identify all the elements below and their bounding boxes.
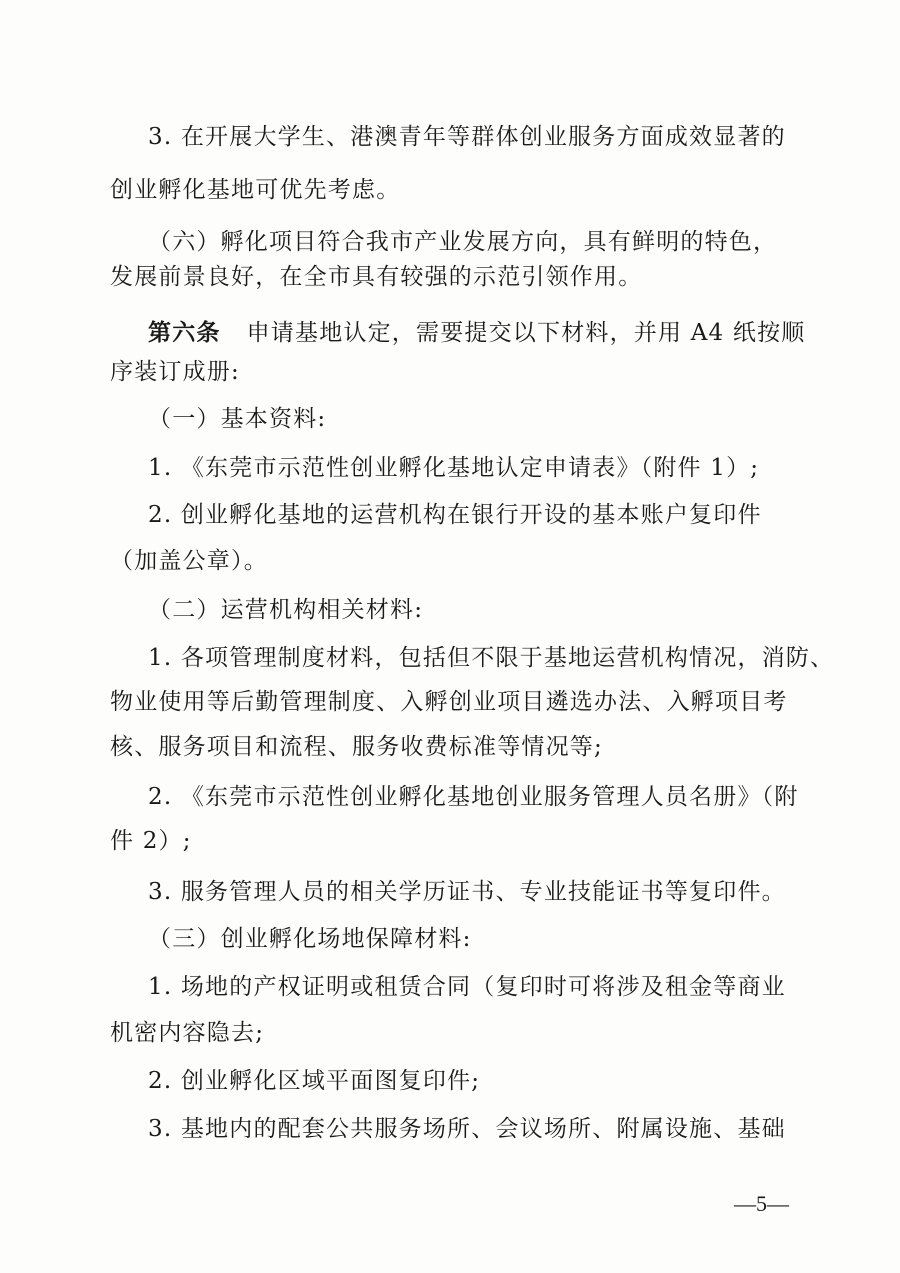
section-heading-basic: （一）基本资料: — [148, 406, 327, 432]
operator-item2-line2: 件 2）; — [110, 828, 192, 854]
basic-item1: 1. 《东莞市示范性创业孵化基地认定申请表》（附件 1）; — [148, 455, 760, 481]
section-heading-operator: （二）运营机构相关材料: — [148, 597, 424, 623]
operator-item1-line1: 1. 各项管理制度材料，包括但不限于基地运营机构情况，消防、 — [148, 645, 835, 671]
clause6-line1: （六）孵化项目符合我市产业发展方向，具有鲜明的特色， — [148, 229, 778, 255]
basic-item2-line1: 2. 创业孵化基地的运营机构在银行开设的基本账户复印件 — [148, 502, 762, 528]
basic-item2-line2: （加盖公章）。 — [110, 548, 268, 574]
item3-line2: 创业孵化基地可优先考虑。 — [110, 177, 401, 203]
section-heading-venue: （三）创业孵化场地保障材料: — [148, 926, 472, 952]
article6-body: 申请基地认定，需要提交以下材料，并用 A4 纸按顺 — [246, 320, 806, 346]
page-number: —5— — [734, 1191, 789, 1216]
clause6-line2: 发展前景良好，在全市具有较强的示范引领作用。 — [110, 264, 643, 290]
item3-line1: 3. 在开展大学生、港澳青年等群体创业服务方面成效显著的 — [148, 124, 786, 150]
article6-line2: 序装订成册: — [110, 359, 240, 385]
operator-item1-line3: 核、服务项目和流程、服务收费标准等情况等; — [110, 734, 603, 760]
venue-item2: 2. 创业孵化区域平面图复印件; — [148, 1068, 481, 1094]
venue-item1-line1: 1. 场地的产权证明或租赁合同（复印时可将涉及租金等商业 — [148, 974, 786, 1000]
operator-item1-line2: 物业使用等后勤管理制度、入孵创业项目遴选办法、入孵项目考 — [110, 689, 788, 715]
operator-item2-line1: 2. 《东莞市示范性创业孵化基地创业服务管理人员名册》（附 — [148, 784, 799, 810]
article-heading: 第六条 — [148, 319, 221, 346]
article6-line1 — [148, 318, 805, 348]
venue-item3-line1: 3. 基地内的配套公共服务场所、会议场所、附属设施、基础 — [148, 1116, 786, 1142]
operator-item3: 3. 服务管理人员的相关学历证书、专业技能证书等复印件。 — [148, 879, 786, 905]
venue-item1-line2: 机密内容隐去; — [110, 1020, 265, 1046]
